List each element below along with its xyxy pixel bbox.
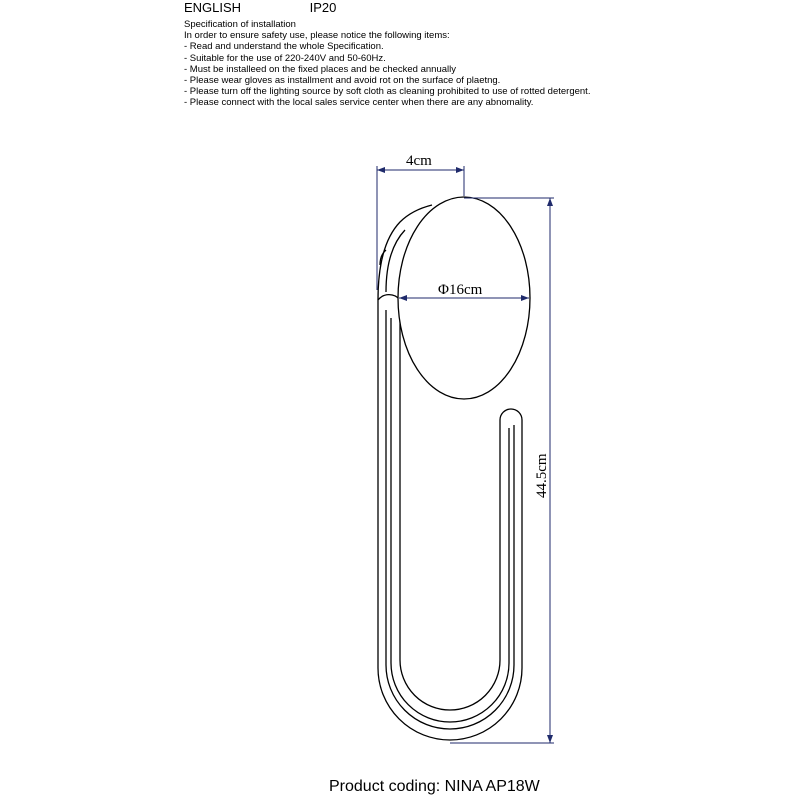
arrowhead <box>377 167 385 173</box>
diameter-label: Φ16cm <box>438 282 483 298</box>
spec-item: - Read and understand the whole Specification. <box>184 41 384 53</box>
depth-label: 4cm <box>406 153 432 169</box>
spec-title: Specification of installation <box>184 19 296 30</box>
spec-item: - Please turn off the lighting source by soft cloth as cleaning prohibited to use of rotted detergent. <box>184 86 591 98</box>
ip-rating: IP20 <box>309 0 337 15</box>
arrowhead <box>547 735 553 743</box>
spec-intro: In order to ensure safety use, please notice the following items: <box>184 30 450 42</box>
product-coding: Product coding: NINA AP18W <box>329 778 540 795</box>
spec-item: - Please wear gloves as installment and avoid rot on the surface of plaetng. <box>184 75 501 87</box>
arrowhead <box>547 198 553 206</box>
arrowhead <box>456 167 464 173</box>
height-label: 44.5cm <box>534 453 550 498</box>
spec-item: - Please connect with the local sales service center when there are any abnomality. <box>184 97 534 109</box>
spec-item: - Must be installeed on the fixed places and be checked annually <box>184 63 456 75</box>
spec-item: - Suitable for the use of 220-240V and 50-60Hz. <box>184 52 386 64</box>
language-label: ENGLISH <box>184 0 242 15</box>
